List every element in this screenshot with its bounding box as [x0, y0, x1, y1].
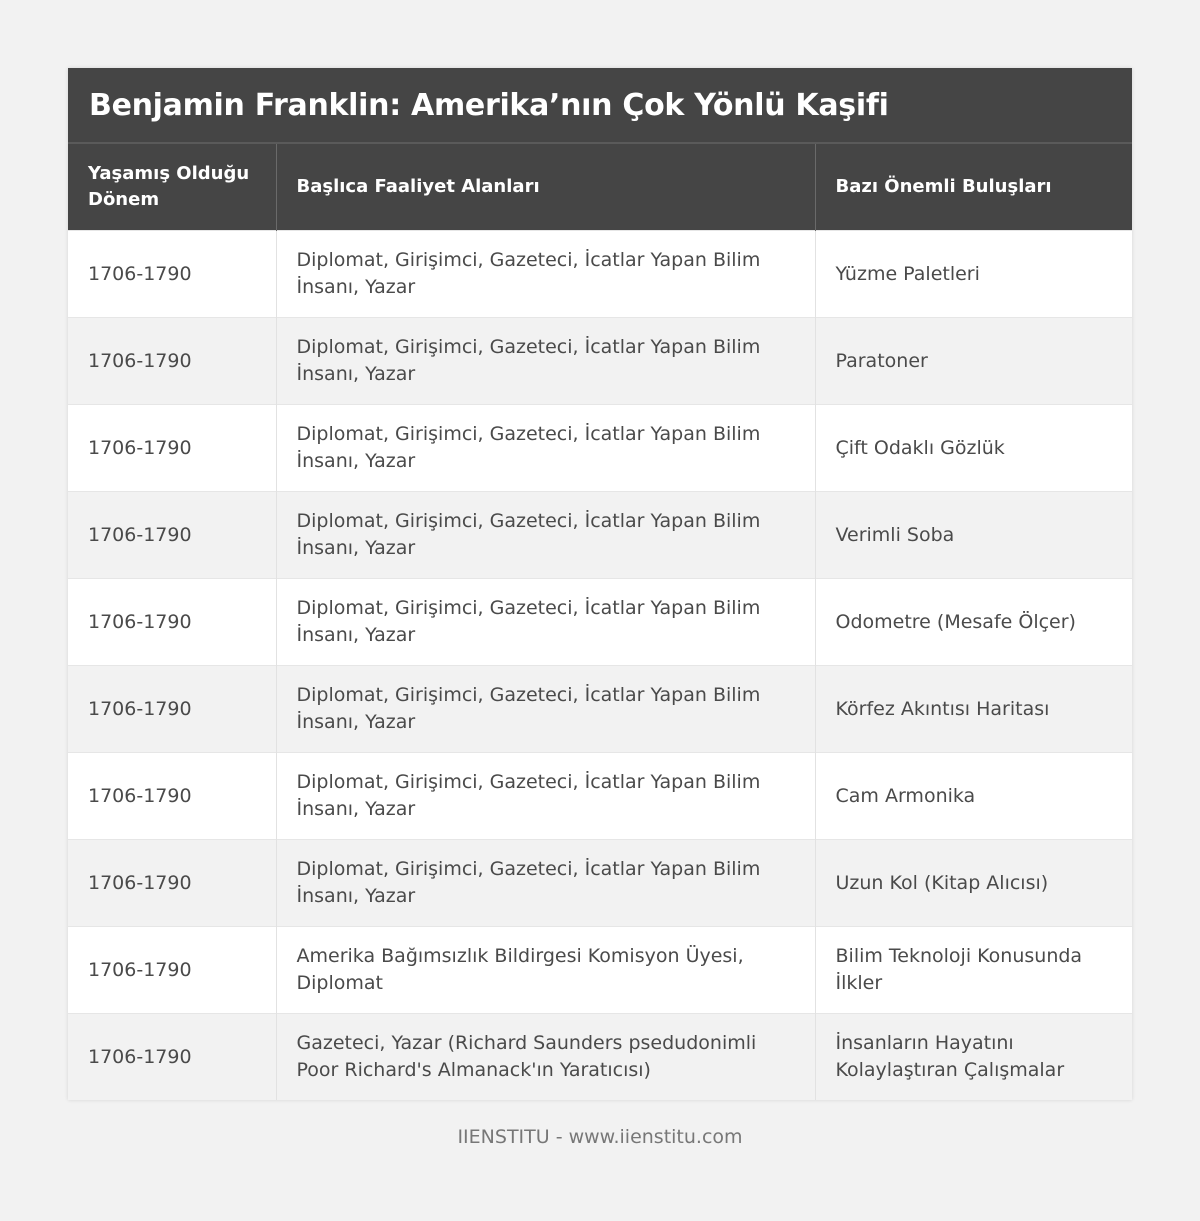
cell-invention: Verimli Soba — [815, 492, 1132, 579]
cell-invention: Uzun Kol (Kitap Alıcısı) — [815, 840, 1132, 927]
cell-activities: Gazeteci, Yazar (Richard Saunders psedudonimli Poor Richard's Almanack'ın Yaratıcısı) — [276, 1014, 815, 1101]
cell-invention: Yüzme Paletleri — [815, 231, 1132, 318]
table-card — [68, 68, 1132, 1100]
column-header-inventions: Bazı Önemli Buluşları — [815, 144, 1132, 231]
cell-period: 1706-1790 — [68, 405, 276, 492]
cell-period: 1706-1790 — [68, 492, 276, 579]
cell-period: 1706-1790 — [68, 1014, 276, 1101]
table-row — [68, 318, 1132, 405]
cell-activities: Diplomat, Girişimci, Gazeteci, İcatlar Yapan Bilim İnsanı, Yazar — [276, 579, 815, 666]
cell-activities: Diplomat, Girişimci, Gazeteci, İcatlar Yapan Bilim İnsanı, Yazar — [276, 753, 815, 840]
cell-invention: Odometre (Mesafe Ölçer) — [815, 579, 1132, 666]
cell-activities: Diplomat, Girişimci, Gazeteci, İcatlar Yapan Bilim İnsanı, Yazar — [276, 231, 815, 318]
page-title: Benjamin Franklin: Amerika’nın Çok Yönlü Kaşifi — [89, 87, 889, 123]
cell-invention: Çift Odaklı Gözlük — [815, 405, 1132, 492]
cell-period: 1706-1790 — [68, 231, 276, 318]
cell-period: 1706-1790 — [68, 927, 276, 1014]
cell-invention: Bilim Teknoloji Konusunda İlkler — [815, 927, 1132, 1014]
column-header-activities: Başlıca Faaliyet Alanları — [276, 144, 815, 231]
cell-invention: Paratoner — [815, 318, 1132, 405]
cell-period: 1706-1790 — [68, 579, 276, 666]
table-row — [68, 666, 1132, 753]
data-table — [68, 144, 1132, 1100]
footer-credit: IIENSTITU - www.iienstitu.com — [457, 1126, 743, 1148]
table-row — [68, 753, 1132, 840]
header-row — [68, 144, 1132, 231]
cell-invention: Körfez Akıntısı Haritası — [815, 666, 1132, 753]
title-bar — [68, 68, 1132, 144]
table-header — [68, 144, 1132, 231]
table-row — [68, 840, 1132, 927]
cell-activities: Diplomat, Girişimci, Gazeteci, İcatlar Yapan Bilim İnsanı, Yazar — [276, 318, 815, 405]
cell-activities: Diplomat, Girişimci, Gazeteci, İcatlar Yapan Bilim İnsanı, Yazar — [276, 666, 815, 753]
table-row — [68, 927, 1132, 1014]
cell-invention: İnsanların Hayatını Kolaylaştıran Çalışmalar — [815, 1014, 1132, 1101]
table-row — [68, 1014, 1132, 1101]
table-row — [68, 405, 1132, 492]
cell-period: 1706-1790 — [68, 753, 276, 840]
table-row — [68, 492, 1132, 579]
cell-period: 1706-1790 — [68, 840, 276, 927]
table-body — [68, 231, 1132, 1101]
cell-period: 1706-1790 — [68, 318, 276, 405]
table-row — [68, 579, 1132, 666]
column-header-period: Yaşamış Olduğu Dönem — [68, 144, 276, 231]
table-row — [68, 231, 1132, 318]
cell-activities: Diplomat, Girişimci, Gazeteci, İcatlar Yapan Bilim İnsanı, Yazar — [276, 492, 815, 579]
cell-activities: Diplomat, Girişimci, Gazeteci, İcatlar Yapan Bilim İnsanı, Yazar — [276, 840, 815, 927]
cell-activities: Diplomat, Girişimci, Gazeteci, İcatlar Yapan Bilim İnsanı, Yazar — [276, 405, 815, 492]
cell-activities: Amerika Bağımsızlık Bildirgesi Komisyon Üyesi, Diplomat — [276, 927, 815, 1014]
cell-invention: Cam Armonika — [815, 753, 1132, 840]
cell-period: 1706-1790 — [68, 666, 276, 753]
